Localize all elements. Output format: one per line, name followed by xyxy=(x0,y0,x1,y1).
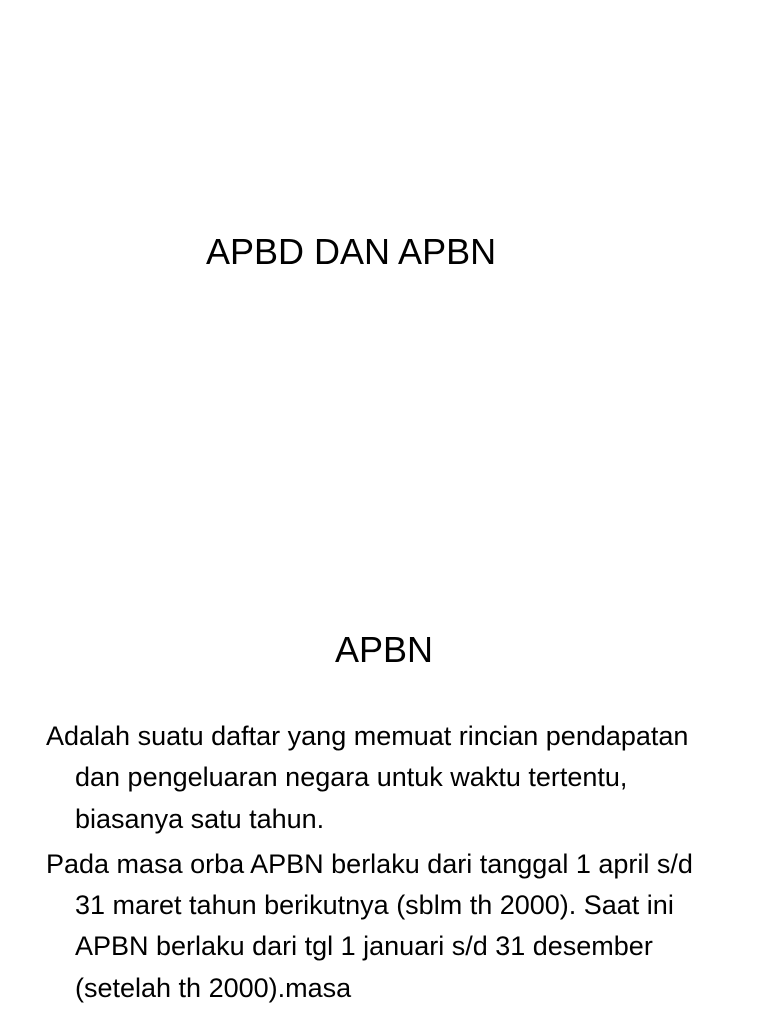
slide-body xyxy=(46,716,716,1013)
slide-title: APBD DAN APBN xyxy=(206,231,497,272)
slide-apbn xyxy=(0,576,768,1024)
paragraph-period: Pada masa orba APBN berlaku dari tanggal 1 april s/d 31 maret tahun berikutnya (sblm th 2000). Saat ini APBN berlaku dari tgl 1 januari s/d 31 desember (setelah th 2000).masa xyxy=(46,848,693,1003)
slide-heading: APBN xyxy=(334,629,434,670)
paragraph-definition: Adalah suatu daftar yang memuat rincian pendapatan dan pengeluaran negara untuk waktu tertentu, biasanya satu tahun. xyxy=(46,721,689,834)
